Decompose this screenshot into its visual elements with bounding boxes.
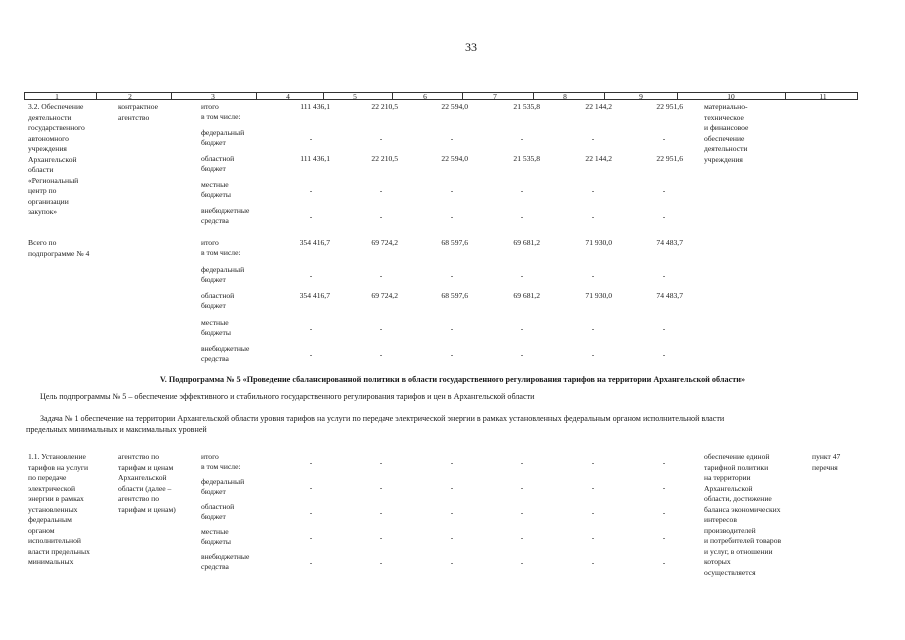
- amount-dash: -: [379, 270, 383, 280]
- column-number: 8: [563, 92, 567, 101]
- responsible-executor: тарифам и ценам: [118, 462, 174, 472]
- amount-dash: -: [591, 533, 595, 542]
- amount-dash: -: [379, 558, 383, 567]
- subprogram-total-label: Всего по: [28, 238, 57, 247]
- source-label: в том числе:: [201, 248, 241, 257]
- amount-dash: -: [520, 323, 524, 333]
- table-header-row: [24, 92, 858, 100]
- amount-value: 74 483,7: [656, 291, 683, 300]
- amount-value: 68 597,6: [441, 238, 468, 247]
- source-label: бюджет: [201, 301, 226, 310]
- amount-value: 69 724,2: [371, 291, 398, 300]
- column-divider: [533, 93, 534, 99]
- amount-dash: -: [379, 323, 383, 333]
- program-item-name: Архангельской: [28, 154, 77, 164]
- amount-dash: -: [309, 350, 313, 359]
- program-item-name: власти предельных: [28, 546, 90, 556]
- amount-dash: -: [591, 270, 595, 280]
- amount-value: 354 416,7: [299, 291, 330, 300]
- amount-dash: -: [662, 558, 666, 567]
- amount-dash: -: [662, 212, 666, 221]
- expected-result: обеспечение: [704, 133, 745, 143]
- expected-result: которых: [704, 557, 731, 566]
- program-item-name: «Региональный: [28, 175, 79, 185]
- source-label: бюджет: [201, 138, 226, 147]
- program-item-name: закупок»: [28, 207, 58, 216]
- amount-value: 22 144,2: [585, 102, 612, 111]
- expected-result: и финансовое: [704, 123, 749, 132]
- amount-dash: -: [662, 350, 666, 359]
- expected-result: и потребителей товаров: [704, 536, 782, 545]
- column-divider: [392, 93, 393, 99]
- amount-value: 22 144,2: [585, 154, 612, 163]
- source-label: федеральный: [201, 477, 245, 486]
- responsible-executor: агентство по: [118, 494, 160, 503]
- amount-dash: -: [309, 558, 313, 567]
- column-divider: [323, 93, 324, 99]
- amount-dash: -: [450, 508, 454, 517]
- expected-result: материально-: [704, 102, 748, 111]
- amount-dash: -: [591, 458, 595, 467]
- column-number: 11: [819, 92, 827, 101]
- amount-dash: -: [662, 533, 666, 542]
- source-label: областной: [201, 291, 235, 300]
- source-label: итого: [201, 238, 219, 247]
- program-item-name: энергии в рамках: [28, 494, 84, 503]
- expected-result: техническое: [704, 112, 744, 122]
- source-label: итого: [201, 102, 219, 111]
- source-label: федеральный: [201, 264, 245, 274]
- amount-value: 21 535,8: [513, 102, 540, 111]
- amount-dash: -: [591, 508, 595, 517]
- amount-dash: -: [662, 134, 666, 143]
- column-number: 10: [727, 92, 735, 101]
- source-label: местные: [201, 317, 229, 327]
- amount-value: 111 436,1: [300, 102, 330, 111]
- amount-value: 71 930,0: [585, 291, 612, 300]
- amount-dash: -: [520, 212, 524, 221]
- amount-dash: -: [379, 483, 383, 492]
- program-item-name: учреждения: [28, 144, 67, 153]
- column-divider: [256, 93, 257, 99]
- source-label: местные: [201, 180, 229, 189]
- column-divider: [96, 93, 97, 99]
- amount-dash: -: [379, 350, 383, 359]
- amount-value: 22 594,0: [441, 102, 468, 111]
- column-divider: [171, 93, 172, 99]
- responsible-executor: области (далее –: [118, 483, 172, 493]
- amount-dash: -: [379, 186, 383, 195]
- program-item-name: государственного: [28, 123, 85, 132]
- amount-dash: -: [591, 483, 595, 492]
- expected-result: деятельности: [704, 144, 748, 153]
- amount-dash: -: [309, 134, 313, 143]
- expected-result: производителей: [704, 525, 756, 535]
- responsible-executor: Архангельской: [118, 473, 167, 482]
- expected-result: интересов: [704, 515, 737, 524]
- amount-dash: -: [309, 186, 313, 195]
- expected-result: учреждения: [704, 154, 743, 164]
- source-label: бюджет: [201, 487, 226, 496]
- source-label: областной: [201, 154, 235, 163]
- expected-result: Архангельской: [704, 483, 753, 493]
- column-divider: [677, 93, 678, 99]
- source-label: бюджет: [201, 512, 226, 521]
- source-label: бюджет: [201, 164, 226, 173]
- source-label: средства: [201, 216, 229, 225]
- amount-dash: -: [662, 508, 666, 517]
- source-label: средства: [201, 562, 229, 571]
- amount-dash: -: [591, 558, 595, 567]
- column-divider: [785, 93, 786, 99]
- source-label: в том числе:: [201, 462, 241, 471]
- amount-dash: -: [379, 212, 383, 221]
- amount-dash: -: [591, 350, 595, 359]
- amount-dash: -: [309, 323, 313, 333]
- amount-dash: -: [591, 186, 595, 195]
- expected-result: осуществляется: [704, 567, 756, 577]
- reference-item: пункт 47: [812, 452, 841, 461]
- responsible-executor: тарифам и ценам): [118, 504, 176, 514]
- program-item-name: центр по: [28, 186, 57, 195]
- program-item-name: 3.2. Обеспечение: [28, 102, 84, 111]
- amount-value: 22 210,5: [371, 102, 398, 111]
- amount-dash: -: [450, 323, 454, 333]
- amount-value: 22 594,0: [441, 154, 468, 163]
- source-label: в том числе:: [201, 112, 241, 121]
- expected-result: и услуг, в отношении: [704, 546, 773, 556]
- program-item-name: тарифов на услуги: [28, 462, 89, 472]
- amount-dash: -: [450, 212, 454, 221]
- program-item-name: области: [28, 165, 54, 174]
- source-label: итого: [201, 452, 219, 461]
- column-number: 3: [211, 92, 215, 101]
- amount-value: 68 597,6: [441, 291, 468, 300]
- amount-value: 71 930,0: [585, 238, 612, 247]
- source-label: местные: [201, 527, 229, 536]
- column-number: 4: [286, 92, 290, 101]
- program-item-name: автономного: [28, 133, 69, 143]
- program-item-name: минимальных: [28, 557, 74, 566]
- amount-dash: -: [450, 186, 454, 195]
- column-number: 5: [353, 92, 357, 101]
- reference-item: перечня: [812, 462, 838, 472]
- responsible-executor: агентство: [118, 112, 150, 122]
- expected-result: обеспечение единой: [704, 452, 770, 461]
- amount-dash: -: [591, 134, 595, 143]
- amount-dash: -: [309, 483, 313, 492]
- amount-value: 111 436,1: [300, 154, 330, 163]
- amount-dash: -: [520, 533, 524, 542]
- amount-dash: -: [520, 458, 524, 467]
- amount-dash: -: [309, 212, 313, 221]
- amount-value: 21 535,8: [513, 154, 540, 163]
- source-label: бюджеты: [201, 537, 231, 546]
- amount-dash: -: [450, 458, 454, 467]
- amount-dash: -: [520, 186, 524, 195]
- program-item-name: деятельности: [28, 112, 72, 122]
- program-item-name: исполнительной: [28, 536, 81, 545]
- amount-dash: -: [520, 483, 524, 492]
- source-label: федеральный: [201, 128, 245, 137]
- subprogram-total-label: подпрограмме № 4: [28, 248, 90, 258]
- amount-value: 354 416,7: [299, 238, 330, 247]
- amount-dash: -: [520, 270, 524, 280]
- amount-value: 69 681,2: [513, 238, 540, 247]
- source-label: бюджеты: [201, 327, 231, 337]
- expected-result: тарифной политики: [704, 462, 769, 472]
- amount-dash: -: [309, 458, 313, 467]
- amount-dash: -: [450, 558, 454, 567]
- amount-dash: -: [450, 533, 454, 542]
- program-item-name: установленных: [28, 504, 78, 514]
- source-label: внебюджетные: [201, 552, 250, 561]
- source-label: областной: [201, 502, 235, 511]
- program-item-name: 1.1. Установление: [28, 452, 86, 461]
- source-label: внебюджетные: [201, 344, 250, 353]
- amount-dash: -: [379, 533, 383, 542]
- amount-dash: -: [450, 134, 454, 143]
- source-label: бюджет: [201, 274, 226, 284]
- program-item-name: органом: [28, 525, 55, 535]
- section-title: V. Подпрограмма № 5 «Проведение сбалансированной политики в области государственного регулирования тарифов на территории Архангельской области»: [159, 375, 746, 384]
- column-number: 9: [639, 92, 643, 101]
- program-item-name: организации: [28, 196, 69, 206]
- amount-value: 22 951,6: [656, 154, 683, 163]
- column-divider: [462, 93, 463, 99]
- amount-dash: -: [662, 323, 666, 333]
- expected-result: баланса экономических: [704, 504, 781, 514]
- source-label: бюджеты: [201, 190, 231, 199]
- column-divider: [604, 93, 605, 99]
- amount-dash: -: [662, 458, 666, 467]
- source-label: средства: [201, 354, 229, 363]
- program-item-name: электрической: [28, 483, 76, 493]
- column-number: 1: [55, 92, 59, 101]
- column-number: 7: [493, 92, 497, 101]
- column-number: 2: [128, 92, 132, 101]
- amount-dash: -: [591, 212, 595, 221]
- column-number: 6: [423, 92, 427, 101]
- amount-dash: -: [309, 533, 313, 542]
- task-text: Задача № 1 обеспечение на территории Архангельской области уровня тарифов на услуги по передаче электрической энергии в рамках установленных федеральным органом исполнительной власти: [40, 414, 725, 423]
- amount-dash: -: [379, 508, 383, 517]
- amount-dash: -: [591, 323, 595, 333]
- responsible-executor: контрактное: [118, 102, 158, 111]
- amount-dash: -: [662, 483, 666, 492]
- amount-dash: -: [309, 508, 313, 517]
- amount-dash: -: [309, 270, 313, 280]
- amount-dash: -: [450, 350, 454, 359]
- amount-dash: -: [450, 270, 454, 280]
- amount-dash: -: [662, 186, 666, 195]
- task-text-cont: предельных минимальных и максимальных уровней: [26, 425, 207, 434]
- expected-result: области, достижение: [704, 494, 772, 503]
- amount-dash: -: [379, 458, 383, 467]
- amount-dash: -: [520, 350, 524, 359]
- responsible-executor: агентство по: [118, 452, 160, 461]
- amount-value: 22 210,5: [371, 154, 398, 163]
- amount-dash: -: [379, 134, 383, 143]
- program-item-name: по передаче: [28, 473, 67, 482]
- amount-dash: -: [520, 134, 524, 143]
- amount-dash: -: [520, 558, 524, 567]
- amount-value: 74 483,7: [656, 238, 683, 247]
- amount-dash: -: [662, 270, 666, 280]
- expected-result: на территории: [704, 473, 751, 482]
- amount-dash: -: [450, 483, 454, 492]
- page-number: 33: [465, 40, 477, 54]
- program-item-name: федеральным: [28, 515, 72, 524]
- goal-text: Цель подпрограммы № 5 – обеспечение эффективного и стабильного государственного регулирования тарифов и цен в Архангельской области: [40, 392, 535, 401]
- amount-value: 69 724,2: [371, 238, 398, 247]
- amount-value: 69 681,2: [513, 291, 540, 300]
- source-label: внебюджетные: [201, 206, 250, 215]
- amount-dash: -: [520, 508, 524, 517]
- amount-value: 22 951,6: [656, 102, 683, 111]
